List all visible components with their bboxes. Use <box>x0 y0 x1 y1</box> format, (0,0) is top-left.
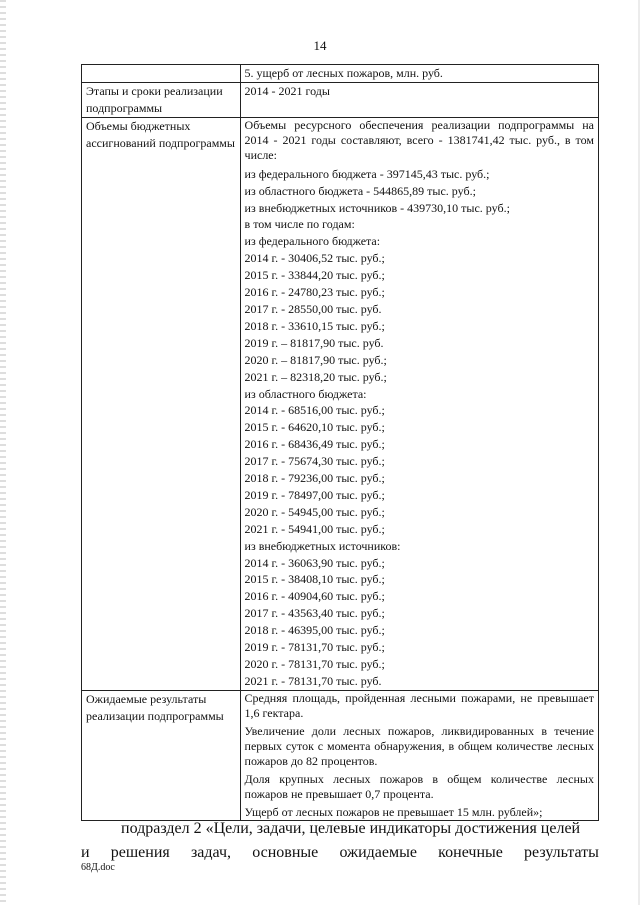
budget-line: 2020 г. - 78131,70 тыс. руб.; <box>244 657 385 671</box>
budget-line: из федерального бюджета - 397145,43 тыс. руб.; <box>244 166 490 181</box>
budget-line: 2015 г. - 38408,10 тыс. руб.; <box>244 572 385 587</box>
budget-line: 2021 г. - 54941,00 тыс. руб.; <box>244 521 385 536</box>
table-row-stages <box>82 82 599 117</box>
result-paragraph: Средняя площадь, пройденная лесными пожарами, не превышает 1,6 гектара. <box>244 690 594 720</box>
budget-line: из областного бюджета: <box>244 386 367 401</box>
budget-line: 2019 г. - 78131,70 тыс. руб.; <box>244 640 385 655</box>
table-row-results <box>82 690 599 820</box>
budget-line: 2017 г. - 28550,00 тыс. руб. <box>244 301 382 316</box>
result-paragraph: Увеличение доли лесных пожаров, ликвидированных в течение первых суток с момента обнаружения, в общем количестве лесных пожаров до 82 процентов. <box>244 723 594 768</box>
body-word: ожидаемые <box>339 844 417 861</box>
row-value <box>240 690 598 820</box>
body-word: задач, <box>190 844 232 861</box>
body-word: решения <box>110 844 170 861</box>
body-word: основные <box>252 844 319 861</box>
table-row-damage <box>82 65 599 83</box>
budget-line: 2017 г. - 43563,40 тыс. руб.; <box>244 606 385 621</box>
row-value <box>240 82 598 117</box>
result-paragraph: Доля крупных лесных пожаров в общем количестве лесных пожаров не превышает 0,7 процента. <box>244 771 594 801</box>
budget-intro: Объемы ресурсного обеспечения реализации подпрограммы на 2014 - 2021 годы составляют, всего - 1381741,42 тыс. руб., в том числе: <box>244 117 594 162</box>
budget-line: 2018 г. - 79236,00 тыс. руб.; <box>244 471 385 486</box>
budget-line: 2020 г. - 54945,00 тыс. руб.; <box>244 504 385 519</box>
table-row-budget <box>82 117 599 690</box>
budget-line: 2014 г. - 30406,52 тыс. руб.; <box>244 251 385 266</box>
budget-line: из федерального бюджета: <box>244 234 381 249</box>
body-word: и <box>81 844 90 861</box>
budget-line: в том числе по годам: <box>244 217 355 232</box>
row-value <box>240 65 598 83</box>
budget-line: 2019 г. - 78497,00 тыс. руб.; <box>244 487 385 502</box>
body-word: конечные <box>438 844 503 861</box>
budget-line: 2016 г. - 24780,23 тыс. руб.; <box>244 285 385 300</box>
budget-line: 2016 г. - 40904,60 тыс. руб.; <box>244 589 385 604</box>
body-text-line-1: подраздел 2 «Цели, задачи, целевые индикаторы достижения целей <box>121 820 581 837</box>
row-label <box>82 65 241 83</box>
scan-edge-left <box>0 0 6 905</box>
row-value <box>240 117 598 690</box>
budget-line: 2015 г. - 33844,20 тыс. руб.; <box>244 268 385 283</box>
result-paragraph: Ущерб от лесных пожаров не превышает 15 млн. рублей»; <box>244 804 543 819</box>
subprogram-passport-table <box>81 64 599 821</box>
budget-line: 2021 г. - 78131,70 тыс. руб. <box>244 673 382 688</box>
budget-line: 2019 г. – 81817,90 тыс. руб. <box>244 335 384 350</box>
budget-line: 2020 г. – 81817,90 тыс. руб.; <box>244 352 387 367</box>
page-number: 14 <box>313 38 327 53</box>
budget-line: 2021 г. – 82318,20 тыс. руб.; <box>244 369 387 384</box>
budget-line: 2018 г. - 33610,15 тыс. руб.; <box>244 318 385 333</box>
value-line: 2014 - 2021 годы <box>244 83 330 98</box>
budget-line: 2018 г. - 46395,00 тыс. руб.; <box>244 623 385 638</box>
row-label: Ожидаемые результаты реализации подпрограммы <box>82 690 241 820</box>
row-label: Объемы бюджетных ассигнований подпрограммы <box>82 117 241 690</box>
budget-line: 2016 г. - 68436,49 тыс. руб.; <box>244 437 385 452</box>
budget-line: из областного бюджета - 544865,89 тыс. руб.; <box>244 183 476 198</box>
budget-line: из внебюджетных источников: <box>244 538 401 553</box>
budget-line: 2014 г. - 36063,90 тыс. руб.; <box>244 555 385 570</box>
budget-line: из внебюджетных источников - 439730,10 тыс. руб.; <box>244 200 510 215</box>
budget-line: 2014 г. - 68516,00 тыс. руб.; <box>244 403 385 418</box>
body-word: результаты <box>524 844 599 861</box>
budget-line: 2015 г. - 64620,10 тыс. руб.; <box>244 420 385 435</box>
footer-filename: 68Д.doc <box>81 862 115 873</box>
row-label: Этапы и сроки реализации подпрограммы <box>82 82 241 117</box>
budget-line: 2017 г. - 75674,30 тыс. руб.; <box>244 454 385 469</box>
value-line: 5. ущерб от лесных пожаров, млн. руб. <box>244 66 443 80</box>
body-text-line-2 <box>81 844 599 862</box>
